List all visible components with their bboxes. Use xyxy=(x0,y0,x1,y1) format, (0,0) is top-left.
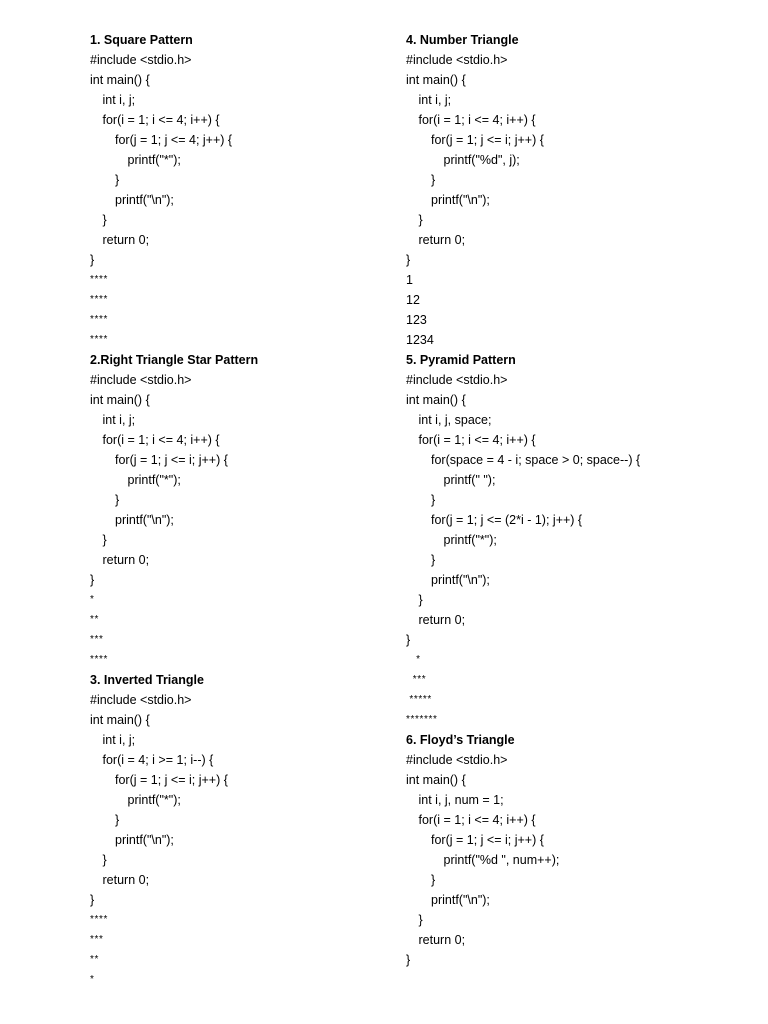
section-title: 6. Floyd’s Triangle xyxy=(406,733,515,747)
code-line: } xyxy=(115,173,120,187)
code-line: #include <stdio.h> xyxy=(406,373,508,387)
code-line: } xyxy=(431,173,436,187)
code-line: } xyxy=(102,213,107,227)
code-section xyxy=(406,730,736,970)
code-line: return 0; xyxy=(102,553,150,567)
code-line: for(j = 1; j <= i; j++) { xyxy=(431,833,544,847)
code-line: printf("\n"); xyxy=(115,833,174,847)
output-line: * xyxy=(90,974,95,985)
output-line: **** xyxy=(90,294,108,305)
code-line: int i, j, num = 1; xyxy=(418,793,504,807)
code-line: int main() { xyxy=(406,73,466,87)
code-line: int main() { xyxy=(90,393,150,407)
output-line: **** xyxy=(90,914,108,925)
code-line: } xyxy=(431,553,436,567)
output-line: * xyxy=(90,594,95,605)
code-line: printf("*"); xyxy=(127,473,181,487)
code-line: int i, j; xyxy=(418,93,452,107)
code-line: } xyxy=(418,213,423,227)
section-title: 3. Inverted Triangle xyxy=(90,673,204,687)
code-line: } xyxy=(102,853,107,867)
output-line: **** xyxy=(90,274,108,285)
code-line: for(j = 1; j <= (2*i - 1); j++) { xyxy=(431,513,583,527)
code-line: } xyxy=(90,893,95,907)
code-section xyxy=(406,350,736,730)
code-line: printf("*"); xyxy=(127,153,181,167)
code-section xyxy=(90,350,390,670)
code-line: #include <stdio.h> xyxy=(90,693,192,707)
code-line: } xyxy=(115,493,120,507)
output-line: *** xyxy=(406,674,427,685)
code-line: for(i = 1; i <= 4; i++) { xyxy=(102,113,220,127)
code-line: return 0; xyxy=(102,233,150,247)
code-line: } xyxy=(406,633,411,647)
code-line: int main() { xyxy=(90,713,150,727)
code-line: } xyxy=(102,533,107,547)
output-line: * xyxy=(406,654,421,665)
output-line: ** xyxy=(90,954,99,965)
code-line: } xyxy=(418,913,423,927)
code-line: printf("*"); xyxy=(127,793,181,807)
code-line: printf("\n"); xyxy=(115,193,174,207)
code-line: int main() { xyxy=(406,773,466,787)
code-line: return 0; xyxy=(418,613,466,627)
output-line: **** xyxy=(90,654,108,665)
code-line: } xyxy=(115,813,120,827)
section-title: 5. Pyramid Pattern xyxy=(406,353,516,367)
code-line: #include <stdio.h> xyxy=(406,53,508,67)
output-line: **** xyxy=(90,334,108,345)
code-line: } xyxy=(418,593,423,607)
code-line: for(i = 1; i <= 4; i++) { xyxy=(102,433,220,447)
code-section xyxy=(406,30,736,350)
output-line: 12 xyxy=(406,293,420,307)
code-line: for(i = 1; i <= 4; i++) { xyxy=(418,813,536,827)
code-line: } xyxy=(90,573,95,587)
left-column xyxy=(90,30,390,990)
code-line: printf("\n"); xyxy=(431,573,490,587)
code-line: for(j = 1; j <= 4; j++) { xyxy=(115,133,233,147)
code-line: for(i = 4; i >= 1; i--) { xyxy=(102,753,214,767)
code-line: for(j = 1; j <= i; j++) { xyxy=(115,453,228,467)
code-line: printf("%d", j); xyxy=(443,153,520,167)
code-line: return 0; xyxy=(418,233,466,247)
right-column xyxy=(406,30,736,970)
code-section xyxy=(90,670,390,990)
section-title: 2.Right Triangle Star Pattern xyxy=(90,353,259,367)
code-line: for(j = 1; j <= i; j++) { xyxy=(115,773,228,787)
code-line: } xyxy=(406,253,411,267)
code-line: } xyxy=(90,253,95,267)
output-line: *** xyxy=(90,934,104,945)
code-line: printf("\n"); xyxy=(431,193,490,207)
code-line: int main() { xyxy=(90,73,150,87)
code-line: #include <stdio.h> xyxy=(90,53,192,67)
section-title: 4. Number Triangle xyxy=(406,33,519,47)
code-line: printf("%d ", num++); xyxy=(443,853,560,867)
code-line: int i, j, space; xyxy=(418,413,492,427)
code-line: } xyxy=(431,493,436,507)
output-line: 1 xyxy=(406,273,413,287)
code-line: for(j = 1; j <= i; j++) { xyxy=(431,133,544,147)
code-line: return 0; xyxy=(102,873,150,887)
code-line: printf(" "); xyxy=(443,473,496,487)
output-line: **** xyxy=(90,314,108,325)
section-title: 1. Square Pattern xyxy=(90,33,193,47)
code-line: #include <stdio.h> xyxy=(406,753,508,767)
code-line: int i, j; xyxy=(102,413,136,427)
code-line: for(i = 1; i <= 4; i++) { xyxy=(418,113,536,127)
code-line: printf("*"); xyxy=(443,533,497,547)
code-line: } xyxy=(431,873,436,887)
code-line: int main() { xyxy=(406,393,466,407)
output-line: ** xyxy=(90,614,99,625)
code-section xyxy=(90,30,390,350)
output-line: 123 xyxy=(406,313,427,327)
code-line: for(i = 1; i <= 4; i++) { xyxy=(418,433,536,447)
output-line: 1234 xyxy=(406,333,434,347)
code-line: int i, j; xyxy=(102,733,136,747)
code-line: int i, j; xyxy=(102,93,136,107)
code-line: } xyxy=(406,953,411,967)
output-line: ******* xyxy=(406,714,438,725)
code-line: for(space = 4 - i; space > 0; space--) { xyxy=(431,453,641,467)
output-line: *** xyxy=(90,634,104,645)
code-line: printf("\n"); xyxy=(115,513,174,527)
code-line: #include <stdio.h> xyxy=(90,373,192,387)
output-line: ***** xyxy=(406,694,432,705)
code-line: return 0; xyxy=(418,933,466,947)
code-line: printf("\n"); xyxy=(431,893,490,907)
